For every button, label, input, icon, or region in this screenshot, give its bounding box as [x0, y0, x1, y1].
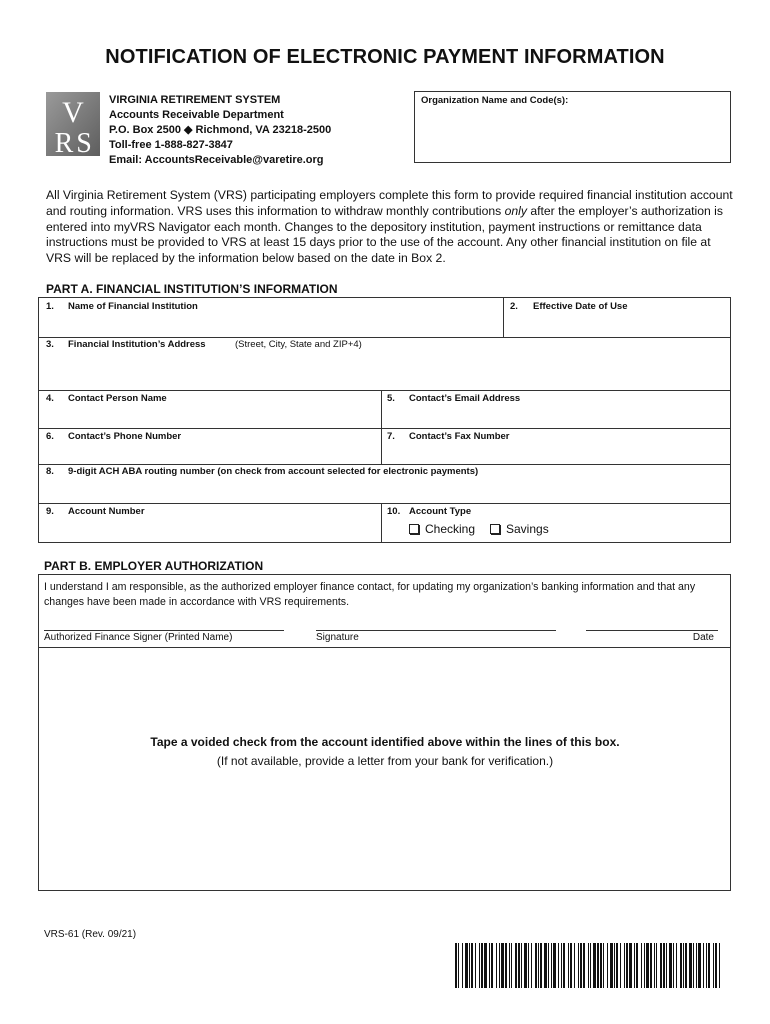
contact-phone-field[interactable] — [39, 429, 381, 464]
intro-paragraph — [46, 188, 736, 267]
contact-person-name-field[interactable] — [39, 391, 381, 428]
field-label: Contact Person Name — [68, 393, 167, 404]
signature-line — [316, 630, 556, 631]
signature-line — [44, 630, 284, 631]
signature-field[interactable] — [316, 630, 556, 644]
field-number: 9. — [46, 506, 54, 517]
field-label: Effective Date of Use — [533, 301, 628, 312]
field-number: 7. — [387, 431, 395, 442]
part-a-heading: PART A. FINANCIAL INSTITUTION’S INFORMATION — [46, 282, 338, 296]
field-number: 2. — [510, 301, 518, 312]
agency-mailing-address: P.O. Box 2500 ◆ Richmond, VA 23218-2500 — [109, 124, 332, 136]
savings-label: Savings — [506, 522, 549, 536]
part-b-heading: PART B. EMPLOYER AUTHORIZATION — [44, 559, 264, 573]
intro-text-1: All Virginia Retirement System (VRS) participating employers complete this form to provide required financial institution account and routing information. VRS uses this information to withdraw monthly contributions — [46, 188, 733, 218]
organization-name-label: Organization Name and Code(s): — [421, 95, 569, 106]
barcode-icon — [455, 943, 720, 988]
checking-label: Checking — [425, 522, 476, 536]
organization-name-field[interactable] — [414, 91, 731, 163]
field-number: 5. — [387, 393, 395, 404]
field-label: Contact’s Phone Number — [68, 431, 182, 442]
agency-phone: Toll-free 1-888-827-3847 — [109, 139, 233, 151]
financial-institution-address-field[interactable] — [39, 338, 730, 390]
svg-text:R: R — [54, 128, 74, 156]
vrs-logo-icon — [46, 92, 100, 156]
contact-fax-field[interactable] — [382, 429, 730, 464]
field-number: 10. — [387, 506, 401, 517]
signature-line — [586, 630, 718, 631]
intro-emphasis: only — [504, 203, 527, 218]
field-label: Name of Financial Institution — [68, 301, 198, 312]
section-divider — [39, 647, 730, 648]
agency-name: VIRGINIA RETIREMENT SYSTEM — [109, 94, 281, 106]
field-number: 4. — [46, 393, 54, 404]
form-title: NOTIFICATION OF ELECTRONIC PAYMENT INFORMATION — [105, 46, 665, 68]
form-number: VRS-61 (Rev. 09/21) — [44, 929, 137, 940]
date-field[interactable] — [586, 630, 718, 644]
financial-institution-name-field[interactable] — [39, 298, 503, 337]
account-number-field[interactable] — [39, 504, 381, 542]
svg-text:S: S — [76, 128, 92, 156]
svg-text:V: V — [62, 96, 84, 129]
checking-checkbox[interactable] — [409, 522, 475, 536]
part-a-table — [38, 297, 731, 543]
date-label: Date — [692, 632, 714, 643]
signature-label: Signature — [316, 632, 359, 643]
field-label: Account Number — [68, 506, 145, 517]
agency-department: Accounts Receivable Department — [109, 109, 284, 121]
agency-email: Email: AccountsReceivable@varetire.org — [109, 154, 324, 166]
authorization-statement: I understand I am responsible, as the authorized employer finance contact, for updating my organization’s banking information and that any changes have been made in accordance with VRS requirements. — [44, 581, 696, 608]
field-label: Account Type — [409, 506, 472, 517]
savings-checkbox[interactable] — [490, 522, 549, 536]
check-alternative: (If not available, provide a letter from your bank for verification.) — [216, 754, 554, 768]
intro-text-2: after the employer’s authorization is entered into myVRS Navigator each month. Changes to the depository institution, payment instructions or remittance data instructions must be provided to VRS at least 15 days prior to the use of the account. Any other financial institution on file at VRS will be replaced by the information below based on the date in Box 2. — [46, 203, 723, 266]
checkbox-icon — [409, 524, 419, 534]
check-instruction: Tape a voided check from the account identified above within the lines of this box. — [150, 735, 620, 749]
field-label: Contact’s Fax Number — [409, 431, 510, 442]
field-label: Financial Institution’s Address — [68, 339, 206, 350]
contact-email-field[interactable] — [382, 391, 730, 428]
field-label: Contact’s Email Address — [409, 393, 521, 404]
routing-number-field[interactable] — [39, 465, 730, 503]
field-number: 8. — [46, 466, 54, 477]
field-hint: (Street, City, State and ZIP+4) — [235, 339, 362, 350]
field-label: 9-digit ACH ABA routing number (on check from account selected for electronic payments) — [68, 466, 479, 477]
signer-name-field[interactable] — [44, 630, 284, 644]
field-number: 6. — [46, 431, 54, 442]
agency-address-block — [109, 93, 331, 168]
part-b-box — [38, 574, 731, 891]
field-number: 3. — [46, 339, 54, 350]
field-number: 1. — [46, 301, 54, 312]
account-type-field — [382, 504, 730, 542]
checkbox-icon — [490, 524, 500, 534]
effective-date-field[interactable] — [504, 298, 730, 337]
signer-name-label: Authorized Finance Signer (Printed Name) — [44, 632, 233, 643]
